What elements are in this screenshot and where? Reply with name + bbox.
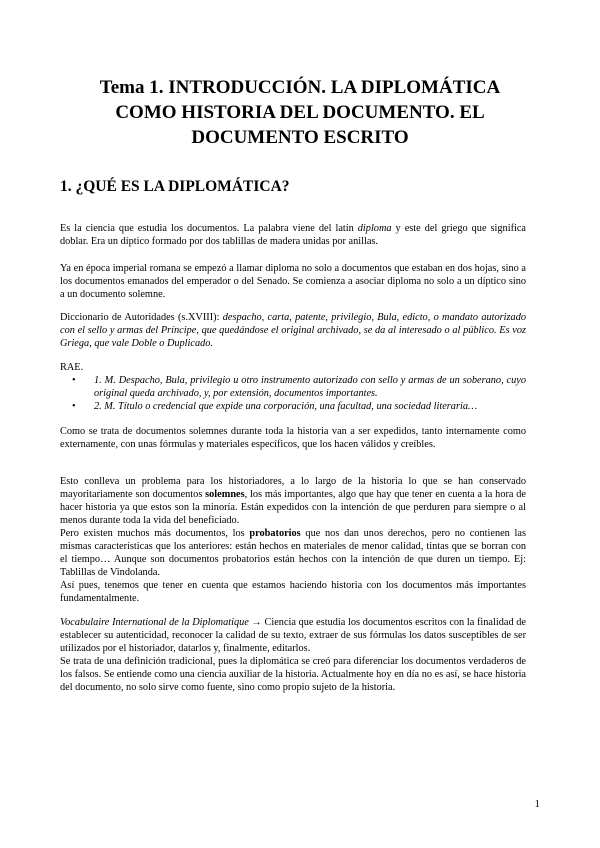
paragraph-historians-problem: Esto conlleva un problema para los historiadores, a lo largo de la historia lo que se han conservado mayoritariamente son documentos solemnes, los más importantes, algo que hay que tener en cuenta a la hora de hacer historia ya que estos son la minoría. Están expedidos con la intención de que perduren para siempre o al menos durante toda la vida del beneficiado. (60, 476, 527, 526)
page-number: 1 (534, 798, 540, 810)
title-line-1: Tema 1. INTRODUCCIÓN. LA DIPLOMÁTICA (99, 77, 501, 98)
title-line-2: COMO HISTORIA DEL DOCUMENTO. EL (115, 102, 485, 123)
paragraph-definition: Es la ciencia que estudia los documentos. La palabra viene del latín diploma y este del griego que significa doblar. Era un díptico formado por dos tablillas de madera unidas por anillas. (60, 223, 526, 247)
section-heading: 1. ¿QUÉ ES LA DIPLOMÁTICA? (60, 178, 290, 195)
paragraph-diccionario-autoridades: Diccionario de Autoridades (s.XVIII): despacho, carta, patente, privilegio, Bula, edicto, o mandato autorizado con el sello y armas del Príncipe, que quedándose el original archivado, se da al interesado o al público. Es voz Griega, que vale Doble o Duplicado. (60, 312, 526, 349)
paragraph-imperial-rome: Ya en época imperial romana se empezó a llamar diploma no solo a documentos que estaban en dos hojas, sino a los documentos emanados del emperador o del Senado. Se comienza a asociar diploma no solo a un díptico sino a un documento solemne. (60, 263, 526, 300)
paragraph-traditional-definition: Se trata de una definición tradicional, pues la diplomática se creó para diferenciar los documentos verdaderos de los falsos. Se entiende como una ciencia auxiliar de la historia. Actualmente hoy en día no es así, se hace historia del documento, no solo sirve como fuente, sino como propio sujeto de la historia. (60, 656, 526, 693)
list-item: • 2. M. Título o credencial que expide una corporación, una facultad, una sociedad literaria… (60, 401, 526, 414)
paragraph-conclusion: Así pues, tenemos que tener en cuenta que estamos haciendo historia con los documentos más importantes fundamentalmente. (60, 580, 526, 604)
paragraph-probatory-documents: Pero existen muchos más documentos, los probatorios que nos dan unos derechos, pero no contienen las mismas características que los anteriores: están hechos en materiales de menor calidad, tintas que se borran con el tiempo… Aunque son documentos probatorios están hechos con la intención de que duren un tiempo. Ej: Tablillas de Vindolanda. (60, 528, 526, 578)
page-title (60, 75, 540, 150)
rae-label: RAE. (60, 362, 84, 373)
title-line-3: DOCUMENTO ESCRITO (191, 127, 409, 148)
list-item: • 1. M. Despacho, Bula, privilegio u otro instrumento autorizado con sello y armas de un soberano, cuyo original queda archivado, y, por extensión, documentos importantes. (60, 375, 526, 401)
paragraph-solemn-documents: Como se trata de documentos solemnes durante toda la historia van a ser expedidos, tanto internamente como externamente, con unas fórmulas y materiales específicos, que los hacen válidos y creíbles. (60, 426, 526, 450)
paragraph-vocabulaire: Vocabulaire International de la Diplomatique → Ciencia que estudia los documentos escritos con la finalidad de establecer su autenticidad, reconocer la calidad de su texto, extraer de sus fórmulas los datos susceptibles de ser utilizados por el historiador, datarlos y, finalmente, editarlos. (60, 617, 526, 654)
rae-definitions-list (60, 375, 526, 414)
